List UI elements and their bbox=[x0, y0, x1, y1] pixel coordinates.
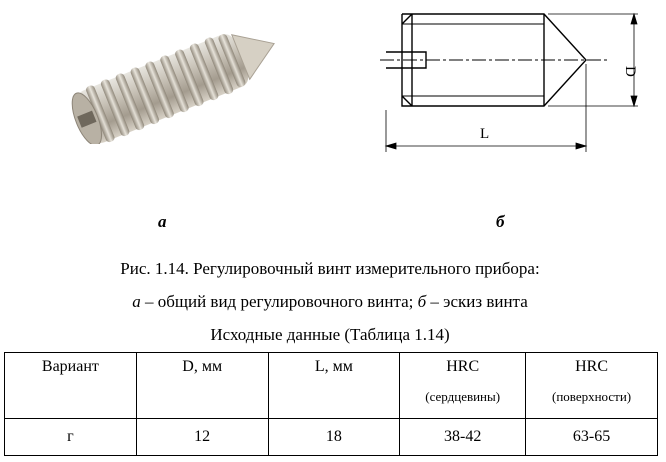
cell-length: 18 bbox=[268, 419, 400, 456]
dim-length-label: L bbox=[480, 126, 490, 142]
header-variant: Вариант bbox=[5, 353, 137, 419]
screw-photo bbox=[60, 14, 288, 144]
legend-b: б bbox=[417, 292, 427, 311]
screw-sketch bbox=[376, 4, 640, 158]
legend-b-text: – эскиз винта bbox=[426, 292, 528, 311]
legend-a: а bbox=[132, 292, 141, 311]
cell-diameter: 12 bbox=[136, 419, 268, 456]
cell-hrc-core: 38-42 bbox=[400, 419, 526, 456]
cell-variant: г bbox=[5, 419, 137, 456]
header-length: L, мм bbox=[268, 353, 400, 419]
figure-caption: Рис. 1.14. Регулировочный винт измерительного прибора: bbox=[120, 259, 540, 278]
legend-a-text: – общий вид регулировочного винта; bbox=[140, 292, 418, 311]
photo-label: а bbox=[158, 212, 167, 231]
header-hrc-surface: HRC (поверхности) bbox=[526, 353, 658, 419]
cell-hrc-surface: 63-65 bbox=[526, 419, 658, 456]
dim-diameter-label: D bbox=[622, 66, 638, 77]
source-data-table bbox=[4, 352, 658, 456]
table-header-row bbox=[5, 353, 658, 419]
sketch-label: б bbox=[496, 212, 505, 231]
header-hrc-core: HRC (сердцевины) bbox=[400, 353, 526, 419]
figure-caption-legend bbox=[30, 292, 630, 312]
table-title: Исходные данные (Таблица 1.14) bbox=[210, 325, 450, 344]
table-row bbox=[5, 419, 658, 456]
header-diameter: D, мм bbox=[136, 353, 268, 419]
